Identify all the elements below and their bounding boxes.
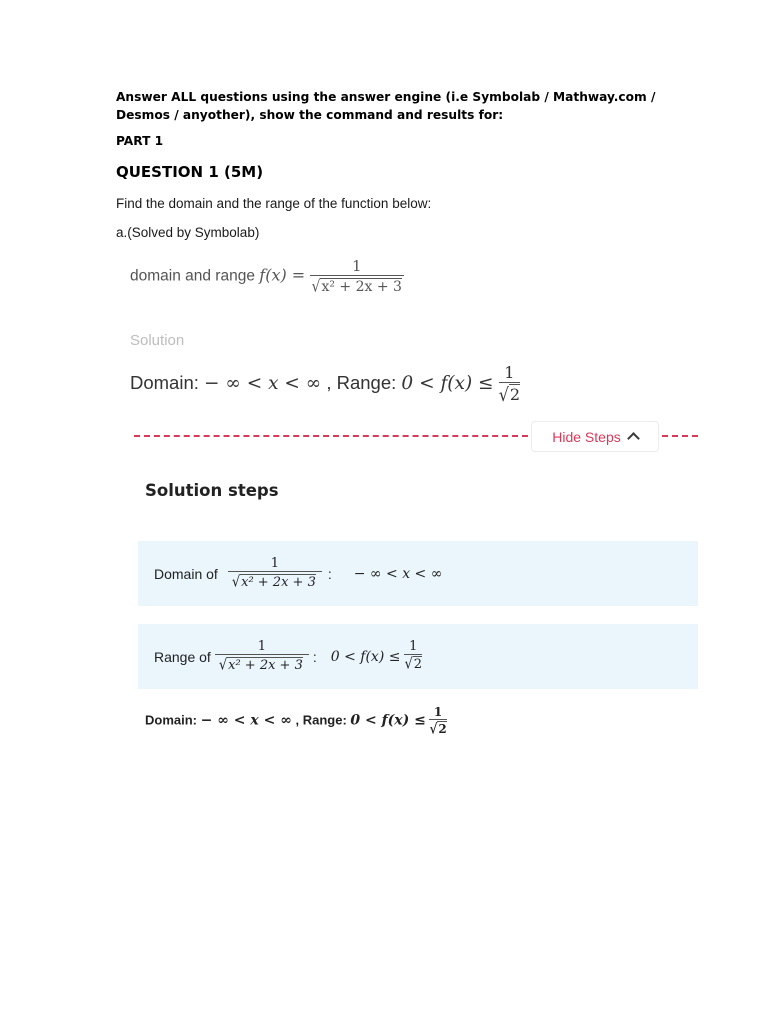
symbolab-query: [130, 258, 404, 295]
step2-label: Range of: [154, 648, 211, 665]
step1-result: − ∞ < x < ∞: [353, 565, 443, 582]
query-numerator: 1: [351, 257, 362, 275]
final-domain-expr: − ∞ < x < ∞: [200, 712, 292, 729]
step-domain[interactable]: [138, 541, 698, 606]
answer-range-num: 1: [504, 363, 515, 382]
steps-divider-right: [662, 435, 698, 437]
part-label: PART 1: [116, 134, 164, 148]
step2-colon: :: [312, 648, 317, 665]
final-domain-label: Domain:: [145, 712, 197, 728]
hide-steps-button[interactable]: [531, 421, 659, 452]
steps-divider: [134, 435, 528, 437]
chevron-up-icon: [627, 432, 640, 445]
step2-result-den: 2: [413, 657, 423, 673]
step1-colon: :: [327, 565, 332, 582]
sqrt-icon: √: [498, 383, 509, 406]
final-range-expr: 0 < f(x) ≤: [350, 712, 426, 729]
answer-range-expr: 0 < f(x) ≤: [401, 372, 494, 394]
symbolab-answer: [130, 364, 520, 404]
answer-range-fraction: [499, 364, 520, 404]
answer-range-label: , Range:: [326, 371, 397, 393]
step1-numerator: 1: [270, 555, 279, 571]
step2-fraction: [215, 640, 309, 674]
step2-result: 0 < f(x) ≤: [330, 648, 401, 665]
answer-domain-expr: − ∞ < x < ∞: [204, 372, 322, 394]
sqrt-icon: √: [311, 277, 321, 296]
step1-denominator: x² + 2x + 3: [241, 574, 316, 590]
question-text: Find the domain and the range of the function below:: [116, 196, 432, 211]
question-heading: QUESTION 1 (5M): [116, 163, 264, 181]
query-prefix: domain and range: [130, 267, 255, 285]
final-range-num: 1: [433, 705, 443, 719]
sub-label: a.(Solved by Symbolab): [116, 225, 260, 240]
step2-numerator: 1: [257, 638, 266, 654]
sqrt-icon: √: [218, 656, 228, 674]
query-function-lhs: f(x) =: [259, 265, 306, 285]
query-fraction: [310, 258, 404, 295]
step1-label: Domain of: [154, 565, 218, 582]
final-range-fraction: [429, 706, 446, 737]
step-range[interactable]: [138, 624, 698, 689]
sqrt-icon: √: [404, 656, 413, 674]
instructions-text: Answer ALL questions using the answer engine (i.e Symbolab / Mathway.com / Desmos / anyother), show the command and results for:: [116, 90, 656, 122]
answer-range-den: 2: [509, 384, 521, 404]
sqrt-icon: √: [231, 573, 241, 591]
step1-fraction: [228, 557, 322, 591]
solution-label: Solution: [130, 332, 185, 349]
answer-domain-label: Domain:: [130, 371, 199, 393]
step2-result-num: 1: [409, 639, 418, 655]
query-denominator: x² + 2x + 3: [321, 278, 402, 295]
sqrt-icon: √: [429, 721, 438, 738]
hide-steps-label: Hide Steps: [552, 428, 621, 445]
step2-denominator: x² + 2x + 3: [228, 657, 303, 673]
step2-result-fraction: [404, 640, 422, 673]
final-range-label: , Range:: [295, 712, 347, 728]
final-answer: [145, 706, 447, 737]
solution-steps-title: Solution steps: [145, 481, 279, 500]
final-range-den: 2: [438, 722, 447, 737]
